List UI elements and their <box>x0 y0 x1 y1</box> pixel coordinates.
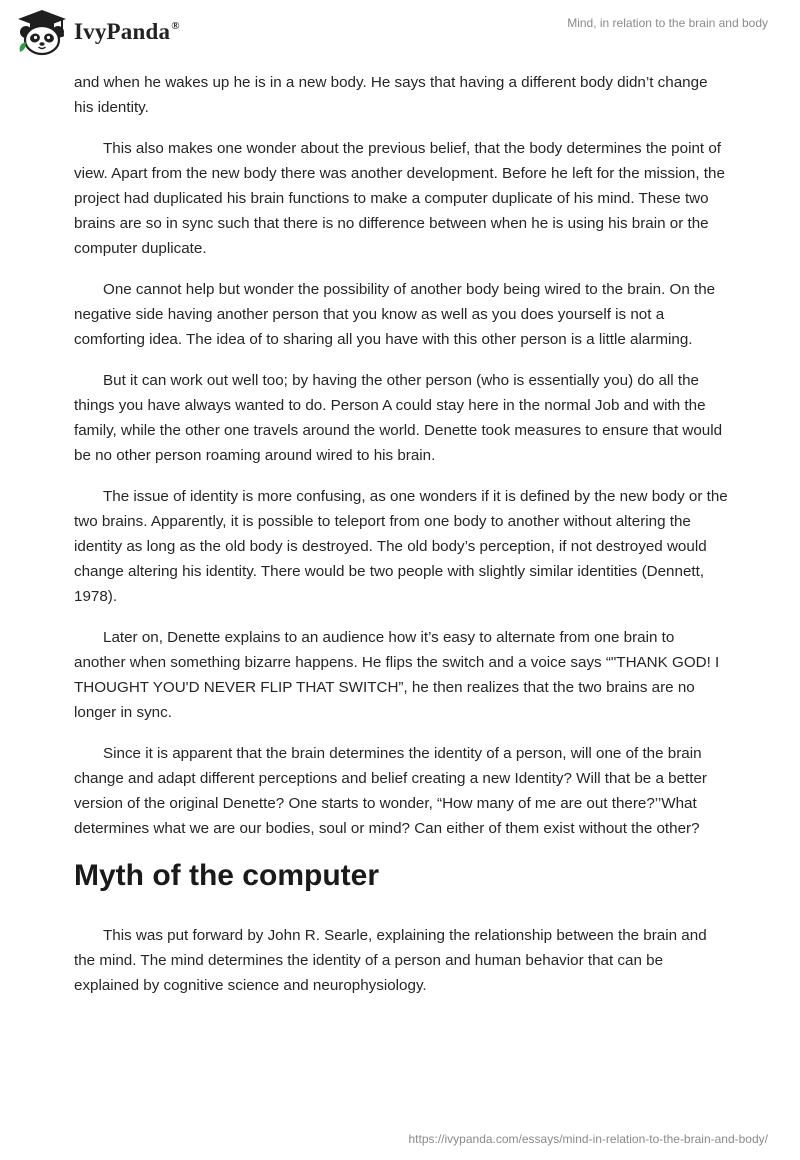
paragraph: Since it is apparent that the brain determines the identity of a person, will one of the brain change and adapt different perceptions and belief creating a new Identity? Will that be a better version of the original Denette? One starts to wonder, “How many of me are out there?’’What determines what we are our bodies, soul or mind? Can either of them exist without the other? <box>74 745 707 837</box>
paragraph: The issue of identity is more confusing, as one wonders if it is defined by the new body or the two brains. Apparently, it is possible to teleport from one body to another without altering the identity as long as the old body is destroyed. The old body’s perception, if not destroyed would change altering his identity. There would be two people with slightly similar identities (Dennett, 1978). <box>74 488 728 605</box>
document-title: Mind, in relation to the brain and body <box>567 16 768 30</box>
essay-content <box>74 70 730 1014</box>
logo-wordmark <box>74 19 180 45</box>
paragraph: This also makes one wonder about the previous belief, that the body determines the point of view. Apart from the new body there was another development. Before he left for the mission, the project had duplicated his brain functions to make a computer duplicate of his mind. These two brains are so in sync such that there is no difference between when he is using his brain or the computer duplicate. <box>74 140 725 257</box>
paragraph: This was put forward by John R. Searle, explaining the relationship between the brain and the mind. The mind determines the identity of a person and human behavior that can be explained by cognitive science and neurophysiology. <box>74 927 707 994</box>
logo-text: IvyPanda <box>74 19 171 44</box>
page-header <box>0 0 800 70</box>
paragraph: But it can work out well too; by having the other person (who is essentially you) do all the things you have always wanted to do. Person A could stay here in the normal Job and with the family, while the other one travels around the world. Denette took measures to ensure that would be no other person roaming around wired to his brain. <box>74 372 723 464</box>
source-url[interactable]: https://ivypanda.com/essays/mind-in-relation-to-the-brain-and-body/ <box>408 1132 768 1146</box>
paragraph: Later on, Denette explains to an audience how it’s easy to alternate from one brain to another when something bizarre happens. He flips the switch and a voice says “"THANK GOD! I THOUGHT YOU'D NEVER FLIP THAT SWITCH”, he then realizes that the two brains are no longer in sync. <box>74 629 720 721</box>
ivypanda-logo[interactable] <box>16 8 180 56</box>
paragraph: One cannot help but wonder the possibility of another body being wired to the brain. On the negative side having another person that you know as well as you does yourself is not a comforting idea. The idea of to sharing all you have with this other person is a little alarming. <box>74 281 716 348</box>
panda-graduate-icon <box>16 8 68 56</box>
paragraph: and when he wakes up he is in a new body. He says that having a different body didn’t change his identity. <box>74 74 708 116</box>
section-heading: Myth of the computer <box>74 859 379 892</box>
registered-mark: ® <box>171 20 180 32</box>
